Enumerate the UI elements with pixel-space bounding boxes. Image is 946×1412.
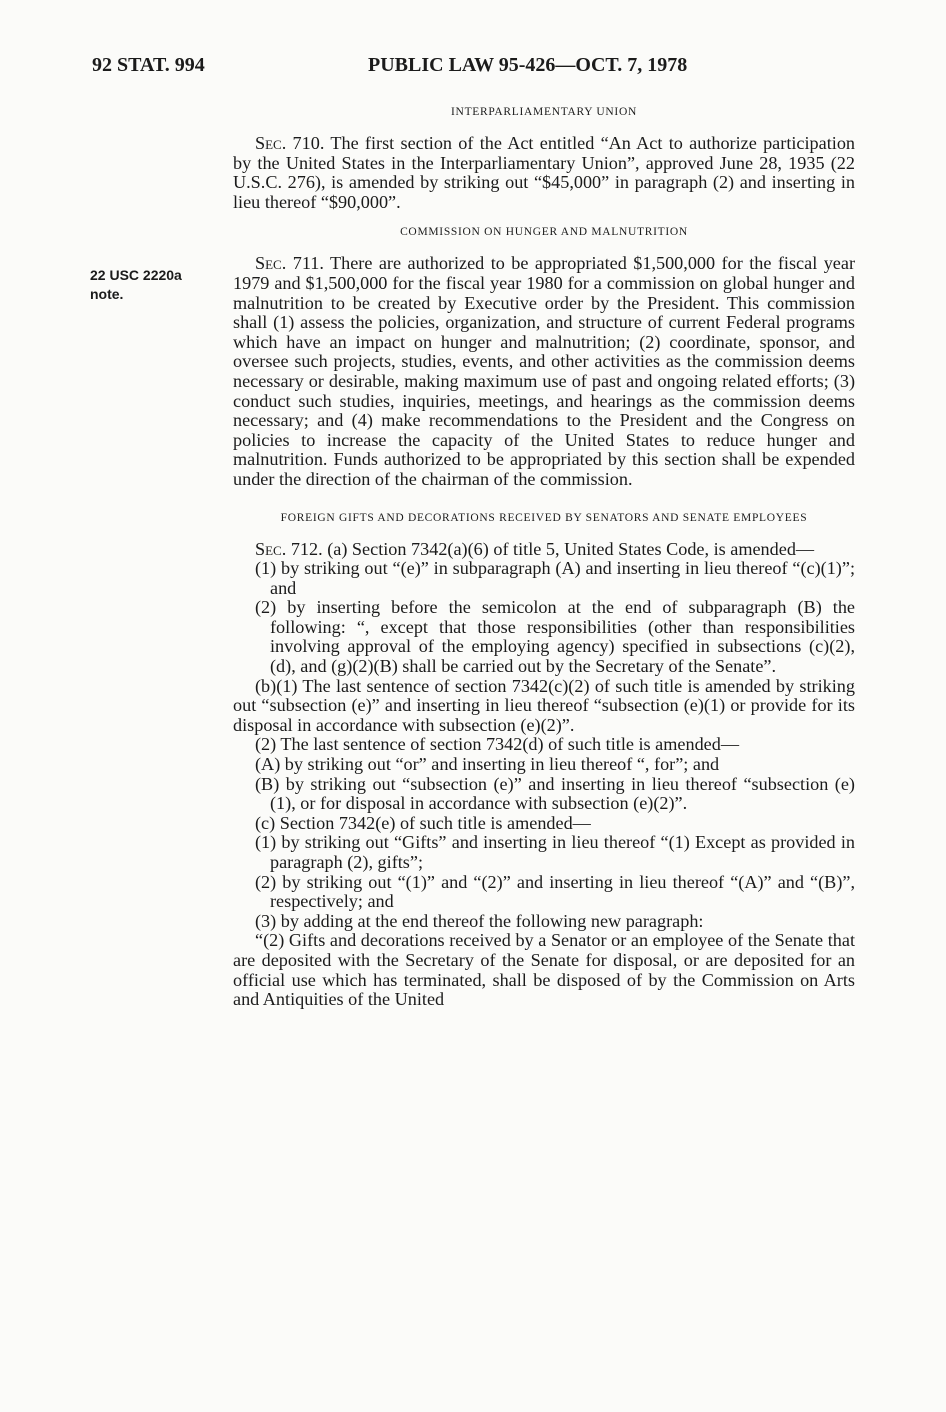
section-712-intro — [233, 540, 855, 560]
section-heading-712: FOREIGN GIFTS AND DECORATIONS RECEIVED BY SENATORS AND SENATE EMPLOYEES — [280, 511, 808, 524]
section-711-paragraph — [233, 254, 855, 489]
section-710-text: The first section of the Act entitled “An Act to authorize participation by the United States in the Interparliamentary Union”, approved June 28, 1935 (22 U.S.C. 276), is amended by striking out “$45,000” in paragraph (2) and inserting in lieu thereof “$90,000”. — [233, 133, 856, 212]
margin-note — [90, 266, 182, 304]
margin-note-suffix: note. — [90, 286, 124, 302]
subsection-b2: (2) The last sentence of section 7342(d) of such title is amended— — [255, 734, 740, 755]
section-711-text: There are authorized to be appropriated $1,500,000 for the fiscal year 1979 and $1,500,000 for the fiscal year 1980 for a commission on global hunger and malnutrition to be created by Executive order by the President. This commission shall (1) assess the policies, organization, and structure of current Federal programs which have an impact on hunger and malnutrition; (2) coordinate, sponsor, and oversee such projects, studies, events, and other activities as the commission deems necessary or desirable, making maximum use of past and ongoing related efforts; (3) conduct such studies, inquiries, meetings, and hearings as the commission deems necessary; and (4) make recommendations to the President and the Congress on policies to increase the capacity of the United States to reduce hunger and malnutrition. Funds authorized to be appropriated by this section shall be expended under the direction of the chairman of the commission. — [233, 253, 855, 489]
subparagraph-a1: (1) by striking out “(e)” in subparagraph (A) and inserting in lieu thereof “(c)(1)”; and — [255, 558, 855, 598]
quoted-paragraph: “(2) Gifts and decorations received by a Senator or an employee of the Senate that are deposited with the Secretary of the Senate for disposal, or are deposited for an official use which has terminated, shall be disposed of by the Commission on Arts and Antiquities of the United — [233, 930, 855, 1010]
subparagraph-b2B: (B) by striking out “subsection (e)” and inserting in lieu thereof “subsection (e)(1), or for disposal in accordance with subsection (e)(2)”. — [255, 773, 855, 814]
subparagraph-c1: (1) by striking out “Gifts” and inserting in lieu thereof “(1) Except as provided in paragraph (2), gifts”; — [255, 832, 855, 872]
section-label-712: Sec. 712. — [255, 538, 323, 559]
body-text — [233, 96, 855, 1010]
page-title: PUBLIC LAW 95-426—OCT. 7, 1978 — [368, 54, 688, 76]
subsection-c: (c) Section 7342(e) of such title is amended— — [255, 812, 591, 833]
margin-note-citation: 22 USC 2220a — [90, 267, 182, 283]
section-label-711: Sec. 711. — [255, 253, 324, 274]
subparagraph-c2: (2) by striking out “(1)” and “(2)” and inserting in lieu thereof “(A)” and “(B)”, respectively; and — [255, 871, 855, 912]
subparagraph-c3: (3) by adding at the end thereof the following new paragraph: — [255, 910, 704, 931]
section-712-intro-text: (a) Section 7342(a)(6) of title 5, United States Code, is amended— — [327, 538, 815, 559]
subparagraph-b2A: (A) by striking out “or” and inserting in lieu thereof “, for”; and — [255, 754, 720, 775]
subsection-b1: (b)(1) The last sentence of section 7342(c)(2) of such title is amended by striking out “subsection (e)” and inserting in lieu thereof “subsection (e)(1) or provide for its disposal in accordance with subsection (e)(2)”. — [233, 675, 855, 735]
subparagraph-a2: (2) by inserting before the semicolon at the end of subparagraph (B) the following: “, except that those responsibilities (other than responsibilities involving approval of the employing agency) specified in subsections (c)(2), (d), and (g)(2)(B) shall be carried out by the Secretary of the Senate”. — [255, 597, 855, 677]
section-heading-711: COMMISSION ON HUNGER AND MALNUTRITION — [400, 226, 688, 239]
section-label-710: Sec. 710. — [255, 133, 325, 153]
page-header — [92, 54, 854, 82]
stat-reference: 92 STAT. 994 — [92, 54, 205, 76]
section-heading-710: INTERPARLIAMENTARY UNION — [451, 106, 637, 118]
section-710-paragraph — [233, 134, 855, 212]
